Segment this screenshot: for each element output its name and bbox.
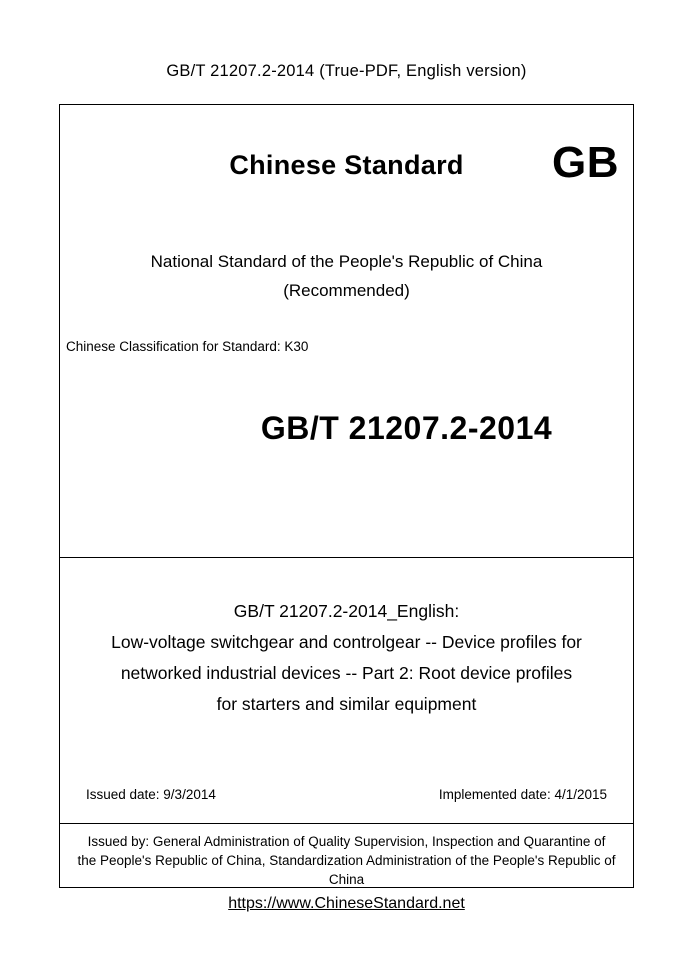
issued-by-line-2: the People's Republic of China, Standardization Administration of the People's Republic of bbox=[77, 853, 616, 868]
english-title-line-4: for starters and similar equipment bbox=[216, 694, 477, 714]
english-title-line-3: networked industrial devices -- Part 2: Root device profiles bbox=[120, 663, 573, 683]
issued-by-section bbox=[60, 824, 633, 887]
issued-date: Issued date: 9/3/2014 bbox=[86, 787, 216, 802]
issued-by-line-3: China bbox=[328, 872, 365, 887]
website-link[interactable]: https://www.ChineseStandard.net bbox=[228, 895, 465, 912]
page-header-caption: GB/T 21207.2-2014 (True-PDF, English version) bbox=[166, 62, 527, 80]
english-title-block bbox=[60, 596, 633, 720]
english-title-line-2: Low-voltage switchgear and controlgear -- Device profiles for bbox=[111, 632, 582, 652]
english-title-line-1: GB/T 21207.2-2014_English: bbox=[233, 601, 460, 621]
dates-row bbox=[60, 787, 633, 802]
cover-upper-section bbox=[60, 105, 633, 558]
classification-code: Chinese Classification for Standard: K30 bbox=[66, 339, 309, 354]
gb-logo-mark: GB bbox=[552, 138, 619, 187]
issued-by-line-1: Issued by: General Administration of Quality Supervision, Inspection and Quarantine of bbox=[87, 834, 606, 849]
national-standard-line-2: (Recommended) bbox=[283, 281, 410, 300]
standard-number: GB/T 21207.2-2014 bbox=[260, 410, 553, 446]
cover-frame bbox=[59, 104, 634, 888]
implemented-date: Implemented date: 4/1/2015 bbox=[438, 787, 607, 802]
cover-middle-section bbox=[60, 558, 633, 824]
national-standard-block bbox=[60, 247, 633, 305]
cover-title: Chinese Standard bbox=[229, 150, 464, 180]
national-standard-line-1: National Standard of the People's Republic of China bbox=[150, 252, 543, 271]
